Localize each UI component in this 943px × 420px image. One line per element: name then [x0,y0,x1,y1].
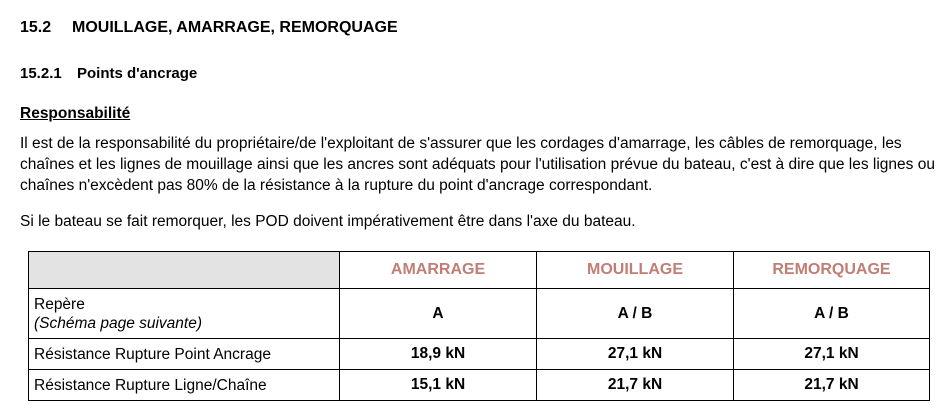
column-header-amarrage: AMARRAGE [340,252,537,289]
table-cell: 18,9 kN [340,339,537,370]
row-label-text: Repère [34,295,85,313]
table-cell: 15,1 kN [340,370,537,401]
towing-paragraph: Si le bateau se fait remorquer, les POD doivent impérativement être dans l'axe du bateau. [20,213,636,230]
table-row-repere [29,289,930,339]
table-cell: 21,7 kN [537,370,734,401]
responsibility-heading: Responsabilité [20,105,131,122]
table-cell: A / B [537,289,734,339]
column-header-remorquage: REMORQUAGE [734,252,930,289]
subsection-heading [20,65,197,82]
anchor-points-table [28,251,930,401]
section-heading [20,19,398,37]
table-cell: A [340,289,537,339]
column-header-mouillage: MOUILLAGE [537,252,734,289]
table-cell: 27,1 kN [734,339,930,370]
responsibility-paragraph: Il est de la responsabilité du propriétaire/de l'exploitant de s'assurer que les cordages d'amarrage, les câbles de remorquage, les chaînes et les lignes de mouillage ainsi que les ancres sont adéquats pour l'utilisation prévue du bateau, c'est à dire que les lignes ou chaînes n'excèdent pas 80% de la résistance à la rupture du point d'ancrage correspondant. [20,135,935,194]
subsection-number: 15.2.1 [20,65,62,82]
table-row-ligne-chaine [29,370,930,401]
row-label-ligne-chaine: Résistance Rupture Ligne/Chaîne [29,370,340,401]
row-label-repere [29,289,340,339]
table-header-row [29,252,930,289]
table-row-point-ancrage [29,339,930,370]
subsection-title: Points d'ancrage [77,65,198,82]
table-cell: 27,1 kN [537,339,734,370]
row-label-note: (Schéma page suivante) [34,314,203,332]
section-number: 15.2 [20,19,52,36]
table-cell: 21,7 kN [734,370,930,401]
row-label-point-ancrage: Résistance Rupture Point Ancrage [29,339,340,370]
table-cell: A / B [734,289,930,339]
section-title: MOUILLAGE, AMARRAGE, REMORQUAGE [72,19,398,36]
table-corner-cell [29,252,340,289]
